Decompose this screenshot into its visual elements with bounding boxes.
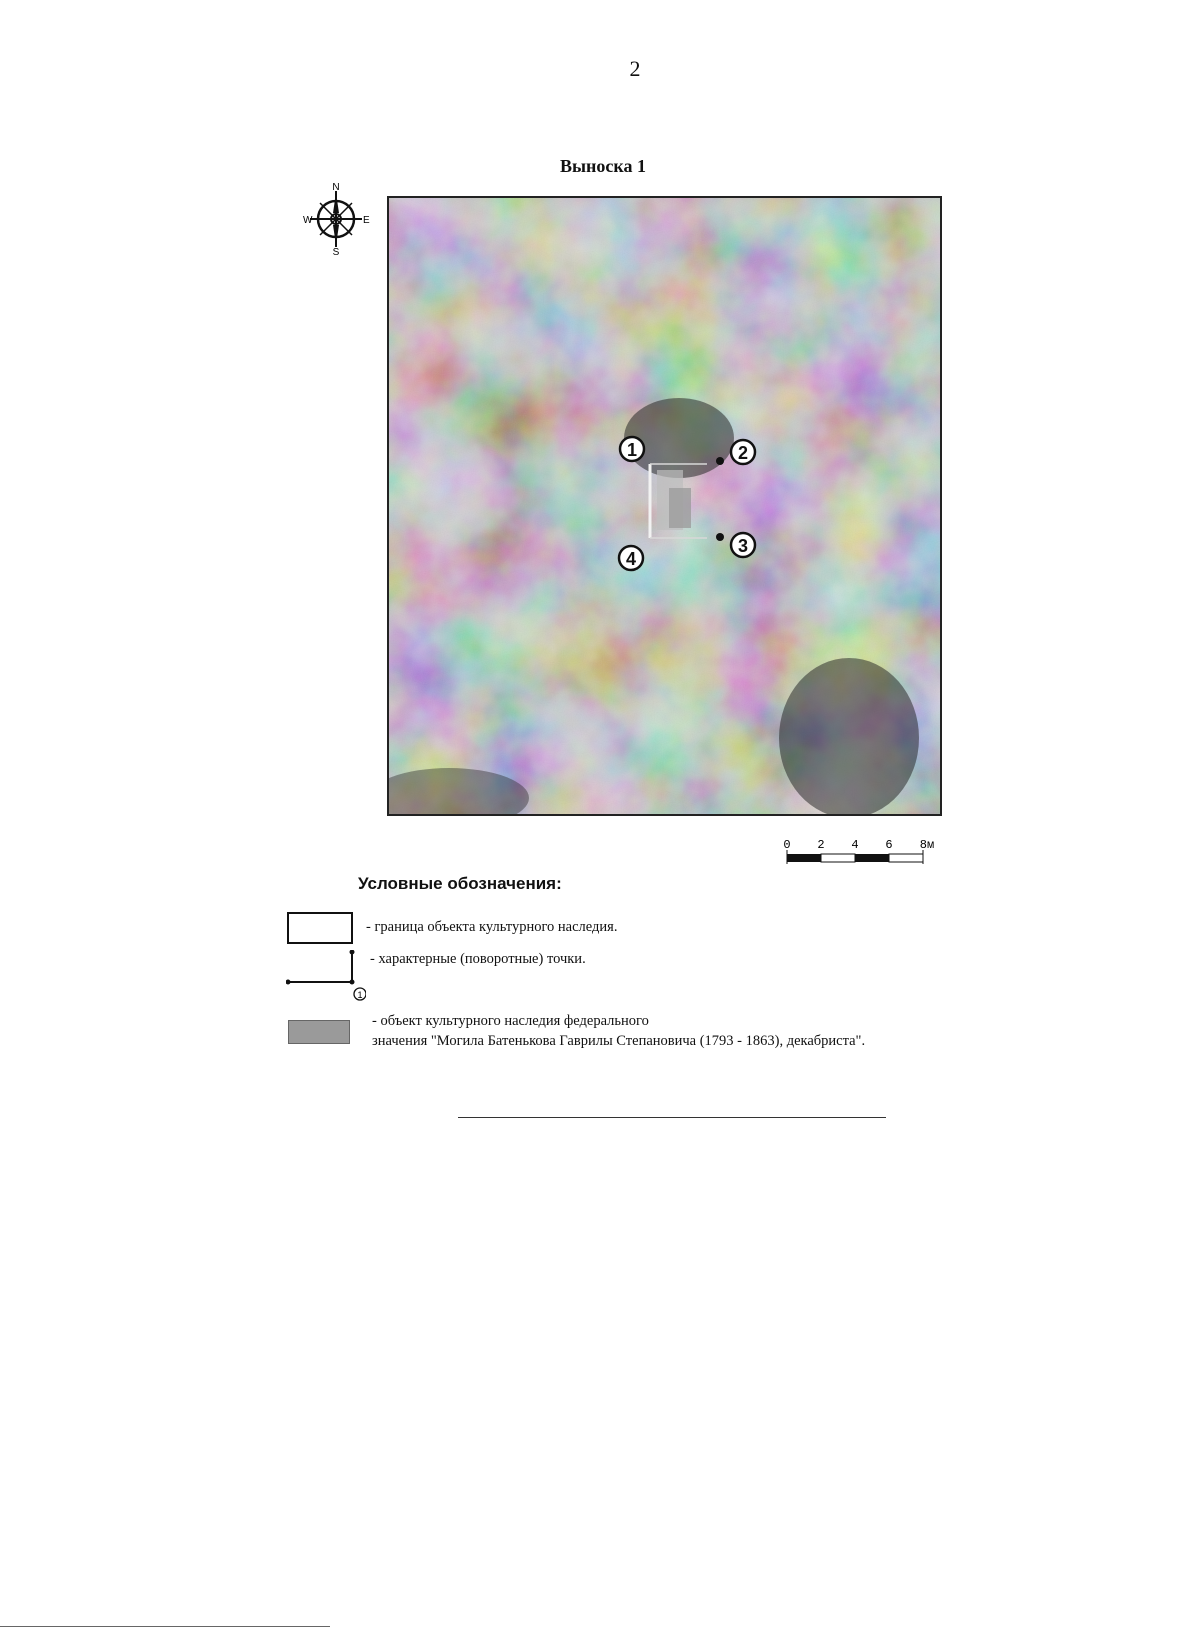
svg-text:3: 3 (737, 536, 749, 556)
legend-text-boundary: - граница объекта культурного наследия. (366, 919, 618, 935)
map-title: Выноска 1 (560, 156, 647, 176)
closing-rule (458, 1117, 886, 1118)
boundary-symbol-icon (286, 910, 356, 946)
map-image (387, 196, 942, 816)
scale-tick-8: 8м (919, 838, 935, 852)
legend-text-object-line1: - объект культурного наследия федерального (372, 1013, 649, 1029)
legend-text-points: - характерные (поворотные) точки. (370, 951, 586, 967)
page-number: 2 (629, 56, 641, 81)
compass-north: N (332, 183, 340, 193)
map-point-4 (619, 546, 643, 570)
compass-east: E (363, 215, 370, 226)
legend-title: Условные обозначения: (358, 874, 562, 893)
scale-bar (782, 834, 942, 884)
compass-south: S (332, 247, 340, 255)
footer-rule (0, 1626, 330, 1627)
turning-point-symbol-icon (286, 950, 366, 1002)
svg-text:4: 4 (625, 549, 637, 569)
scale-tick-4: 4 (851, 838, 859, 852)
compass-west: W (303, 215, 313, 226)
compass-rose-icon (300, 183, 372, 255)
scale-tick-6: 6 (885, 838, 893, 852)
legend-text-object-line2: значения "Могила Батенькова Гаврилы Степановича (1793 - 1863), декабриста". (372, 1033, 866, 1049)
object-fill-swatch (288, 1020, 350, 1044)
svg-text:2: 2 (737, 443, 749, 463)
turning-point-marker: 1 (357, 990, 363, 1000)
svg-text:1: 1 (626, 440, 638, 460)
map-point-1 (620, 437, 644, 461)
map-point-2 (731, 440, 755, 464)
scale-tick-2: 2 (817, 838, 825, 852)
scale-tick-0: 0 (783, 838, 791, 852)
map-point-3 (731, 533, 755, 557)
